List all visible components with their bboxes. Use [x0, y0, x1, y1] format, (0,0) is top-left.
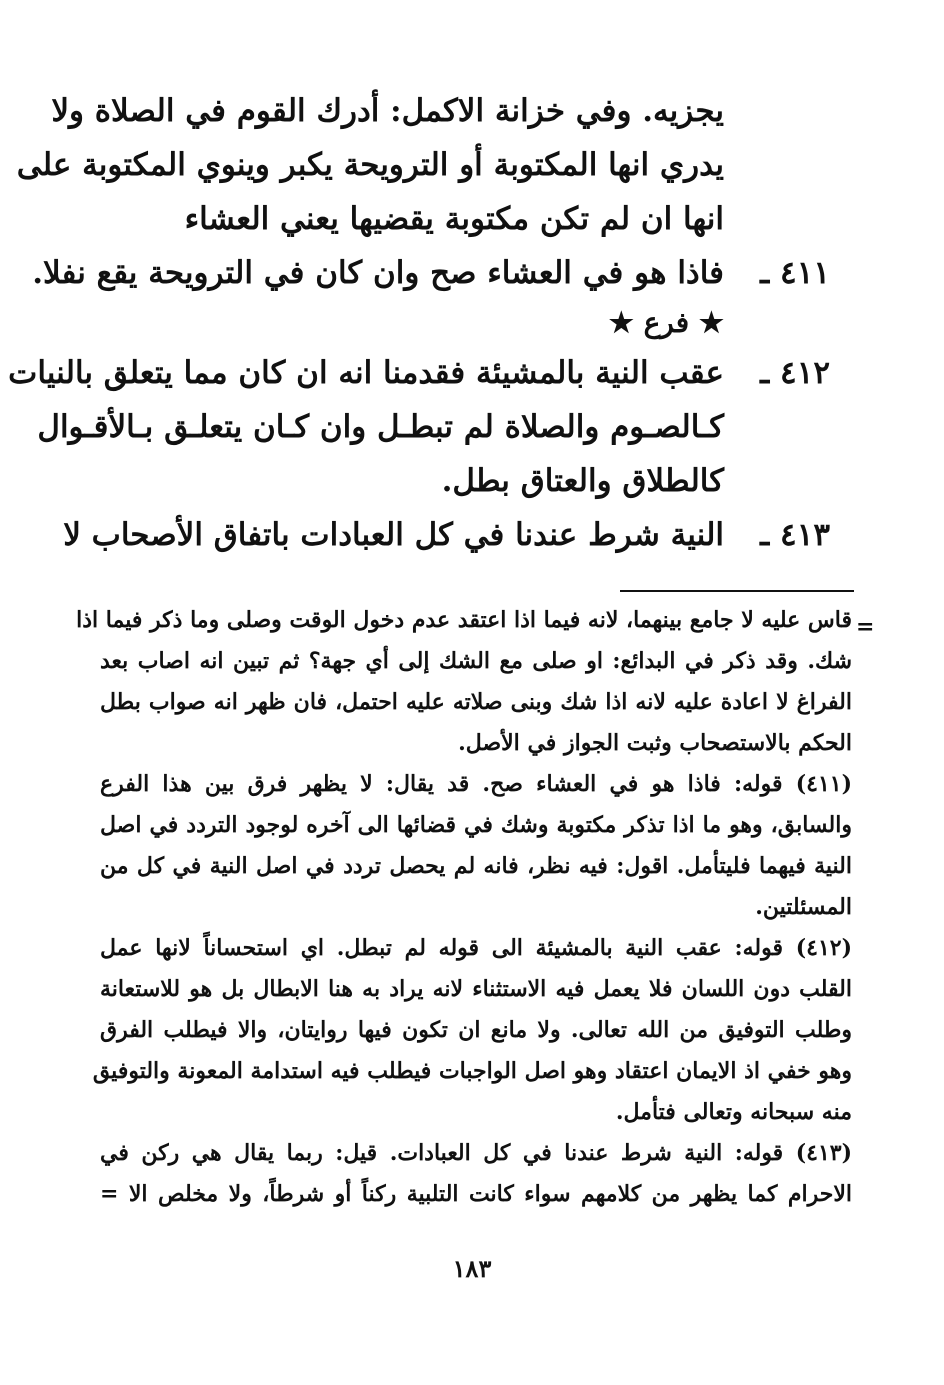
main-line: كـالصـوم والصلاة لم تبطـل وان كـان يتعلـق بـالأقـوال: [37, 409, 724, 445]
footnote-line: شك. وقد ذكر في البدائع: او صلى مع الشك إلى أي جهة؟ ثم تبين انه اصاب بعد: [100, 648, 852, 674]
item-text: فاذا هو في العشاء صح وان كان في الترويحة يقع نفلا.: [32, 255, 724, 291]
item-413: [63, 508, 830, 562]
item-number: ٤١٣ ـ: [760, 517, 830, 553]
item-number: ٤١١ ـ: [760, 255, 830, 291]
footnote-line: الحكم بالاستصحاب وثبت الجواز في الأصل.: [458, 730, 852, 756]
main-line: يدري انها المكتوبة أو الترويحة يكبر وينوي المكتوبة على: [16, 147, 724, 183]
footnote-412-line: منه سبحانه وتعالى فتأمل.: [615, 1099, 852, 1125]
main-line: يجزيه. وفي خزانة الاكمل: أدرك القوم في الصلاة ولا: [51, 93, 724, 129]
item-411: [32, 246, 830, 300]
main-line: كالطلاق والعتاق بطل.: [441, 463, 724, 499]
item-number: ٤١٢ ـ: [760, 355, 830, 391]
footnote-separator: [620, 590, 854, 592]
footnotes: [76, 600, 852, 1215]
footnote-412-line: (٤١٢) قوله: عقب النية بالمشيئة الى قوله لم تبطل. اي استحساناً لانها عمل: [100, 935, 852, 961]
footnote-line: الفراغ لا اعادة عليه لانه اذا شك وبنى صلاته عليه احتمل، فان ظهر انه صواب بطل: [100, 689, 852, 715]
footnote-412-line: القلب دون اللسان فلا يعمل فيه الاستثناء لانه يراد به هنا الابطال بل هو للاستعانة: [100, 976, 852, 1002]
footnote-line: قاس عليه لا جامع بينهما، لانه فيما اذا اعتقد عدم دخول الوقت وصلى وما ذكر فيما اذا: [76, 607, 852, 633]
footnote-411-line: المسئلتين.: [755, 894, 852, 920]
main-line: انها ان لم تكن مكتوبة يقضيها يعني العشاء: [184, 201, 724, 237]
footnote-411-line: (٤١١) قوله: فاذا هو في العشاء صح. قد يقال: لا يظهر فرق بين هذا الفرع: [100, 771, 852, 797]
main-text: [8, 84, 830, 562]
branch-heading: ★ فرع ★: [608, 306, 724, 339]
footnote-412-line: وطلب التوفيق من الله تعالى. ولا مانع ان تكون فيها روايتان، والا فيطلب الفرق: [100, 1017, 852, 1043]
footnote-413-line: الاحرام كما يظهر من كلامهم سواء كانت التلبية ركناً أو شرطاً، ولا مخلص الا =: [100, 1181, 852, 1207]
footnote-411-line: والسابق، وهو ما اذا تذكر مكتوبة وشك في قضائها الى آخره لوجود التردد في اصل: [100, 812, 852, 838]
footnote-413-line: (٤١٣) قوله: النية شرط عندنا في كل العبادات. قيل: ربما يقال هي ركن في: [100, 1140, 852, 1166]
item-text: النية شرط عندنا في كل العبادات باتفاق الأصحاب لا: [63, 517, 724, 553]
item-text: عقب النية بالمشيئة فقدمنا انه ان كان مما يتعلق بالنيات: [8, 355, 724, 391]
footnote-411-line: النية فيهما فليتأمل. اقول: فيه نظر، فانه لم يحصل تردد في اصل النية في كل من: [100, 853, 852, 879]
continuation-marker: =: [856, 614, 875, 640]
page-number: ١٨٣: [452, 1254, 492, 1283]
footnote-412-line: وهو خفي اذ الايمان اعتقاد وهو اصل الواجبات فيطلب فيه استدامة المعونة والتوفيق: [92, 1058, 852, 1084]
item-412: [8, 346, 830, 400]
